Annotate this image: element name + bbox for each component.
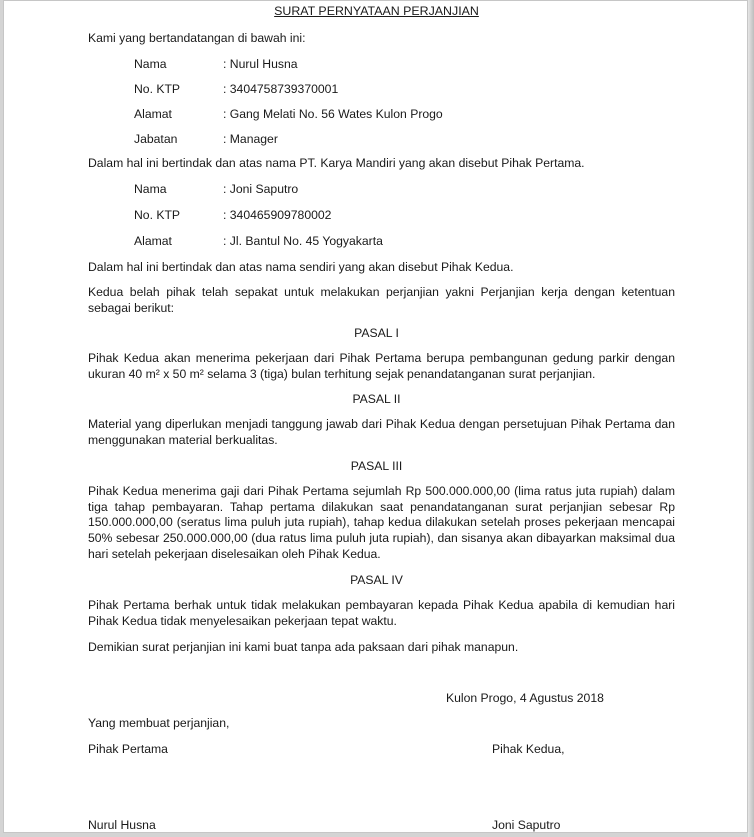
document-title: SURAT PERNYATAAN PERJANJIAN xyxy=(274,4,479,18)
pasal3-heading: PASAL III xyxy=(350,459,403,473)
party1-position-label: Jabatan xyxy=(134,132,178,146)
party2-signature-name: Joni Saputro xyxy=(492,818,561,832)
party2-ktp-value: : 340465909780002 xyxy=(223,208,332,222)
signed-by: Yang membuat perjanjian, xyxy=(88,716,230,730)
pasal4-text: Pihak Pertama berhak untuk tidak melakukan pembayaran kepada Pihak Kedua apabila di kemudian hari Pihak Kedua tidak menyelesaikan pekerjaan tepat waktu. xyxy=(88,598,675,628)
closing-text: Demikian surat perjanjian ini kami buat tanpa ada paksaan dari pihak manapun. xyxy=(88,640,519,654)
document-page xyxy=(3,0,748,833)
party1-title: Pihak Pertama xyxy=(88,742,168,756)
party1-ktp-value: : 3404758739370001 xyxy=(223,82,339,96)
pasal1-text: Pihak Kedua akan menerima pekerjaan dari Pihak Pertama berupa pembangunan gedung parkir dengan ukuran 40 m² x 50 m² selama 3 (tiga) bulan terhitung sejak penandatanganan surat perjanjian. xyxy=(88,351,675,381)
pasal3-text: Pihak Kedua menerima gaji dari Pihak Pertama sejumlah Rp 500.000.000,00 (lima ratus juta rupiah) dalam tiga tahap pembayaran. Tahap pertama dilakukan saat penandatanganan surat perjanjian sebesar Rp 150.000.000,00 (seratus lima puluh juta rupiah), tahap kedua dilakukan setelah proses pekerjaan mencapai 50% sebesar 250.000.000,00 (dua ratus lima puluh juta rupiah), dan sisanya akan dibayarkan maksimal dua hari setelah pekerjaan diselesaikan oleh Pihak Kedua. xyxy=(88,484,675,561)
pasal2-heading: PASAL II xyxy=(352,392,401,406)
party1-ktp-label: No. KTP xyxy=(134,82,181,96)
party1-capacity: Dalam hal ini bertindak dan atas nama PT. Karya Mandiri yang akan disebut Pihak Pertama. xyxy=(88,156,585,170)
party1-signature-name: Nurul Husna xyxy=(88,818,156,832)
place-date: Kulon Progo, 4 Agustus 2018 xyxy=(446,691,604,705)
party1-address-label: Alamat xyxy=(134,107,172,121)
agreement-text: Kedua belah pihak telah sepakat untuk melakukan perjanjian yakni Perjanjian kerja dengan ketentuan sebagai berikut: xyxy=(88,285,675,315)
intro-text: Kami yang bertandatangan di bawah ini: xyxy=(88,31,306,45)
party2-address-value: : Jl. Bantul No. 45 Yogyakarta xyxy=(223,234,383,248)
party2-capacity: Dalam hal ini bertindak dan atas nama sendiri yang akan disebut Pihak Kedua. xyxy=(88,260,514,274)
party1-name-label: Nama xyxy=(134,57,167,71)
party2-name-value: : Joni Saputro xyxy=(223,182,299,196)
party1-name-value: : Nurul Husna xyxy=(223,57,298,71)
pasal1-heading: PASAL I xyxy=(354,326,399,340)
party2-title: Pihak Kedua, xyxy=(492,742,565,756)
party2-name-label: Nama xyxy=(134,182,167,196)
party1-position-value: : Manager xyxy=(223,132,278,146)
party1-address-value: : Gang Melati No. 56 Wates Kulon Progo xyxy=(223,107,443,121)
pasal4-heading: PASAL IV xyxy=(350,573,403,587)
pasal2-text: Material yang diperlukan menjadi tanggung jawab dari Pihak Kedua dengan persetujuan Pihak Pertama dan menggunakan material berkualitas. xyxy=(88,417,675,447)
page-edge-shadow xyxy=(748,0,754,837)
party2-ktp-label: No. KTP xyxy=(134,208,181,222)
party2-address-label: Alamat xyxy=(134,234,172,248)
